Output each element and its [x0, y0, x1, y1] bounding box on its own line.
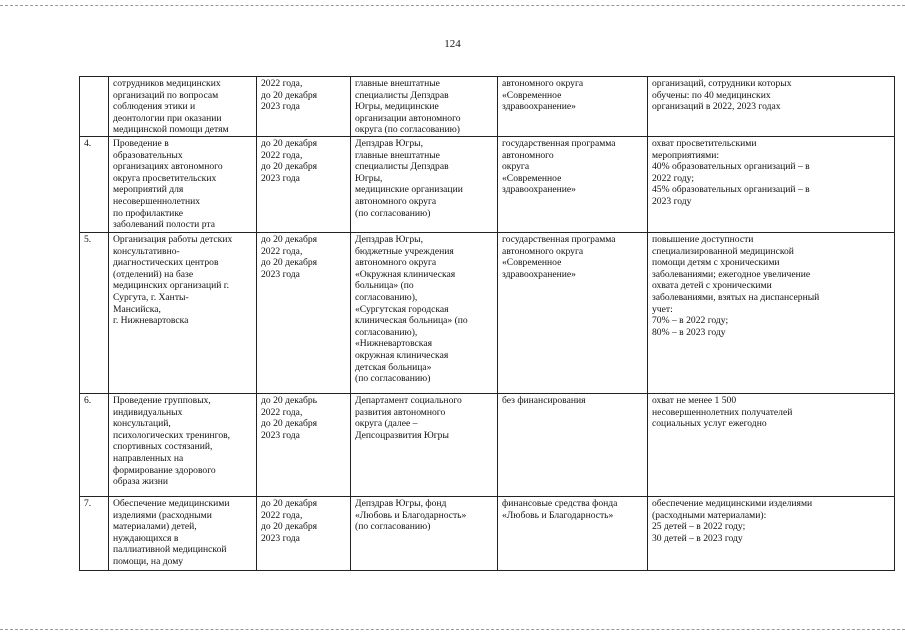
funding-source-cell: государственная программа автономного округа «Современное здравоохранение» [498, 137, 648, 233]
expected-result-cell: организаций, сотрудники которых обучены: по 40 медицинских организаций в 2022, 2023 годах [648, 77, 895, 137]
table-row [80, 137, 895, 233]
activity-cell: сотрудников медицинских организаций по вопросам соблюдения этики и деонтологии при оказании медицинской помощи детям [109, 77, 257, 137]
deadline-cell: до 20 декабря 2022 года, до 20 декабря 2023 года [257, 137, 351, 233]
deadline-cell: до 20 декабря 2022 года, до 20 декабря 2023 года [257, 497, 351, 571]
activity-cell: Обеспечение медицинскими изделиями (расходными материалами) детей, нуждающихся в паллиативной медицинской помощи, на дому [109, 497, 257, 571]
deadline-cell: до 20 декабря 2022 года, до 20 декабря 2023 года [257, 233, 351, 394]
deadline-cell: 2022 года, до 20 декабря 2023 года [257, 77, 351, 137]
table-row [80, 497, 895, 571]
executor-cell: Департамент социального развития автономного округа (далее – Депсоцразвития Югры [351, 394, 498, 497]
executor-cell: Депздрав Югры, главные внештатные специалисты Депздрав Югры, медицинские организации автономного округа (по согласованию) [351, 137, 498, 233]
scan-edge-bottom [0, 629, 905, 630]
expected-result-cell: охват просветительскими мероприятиями: 40% образовательных организаций – в 2022 году; 45% образовательных организаций – в 2023 году [648, 137, 895, 233]
row-number-cell: 6. [80, 394, 109, 497]
activity-cell: Проведение групповых, индивидуальных консультаций, психологических тренингов, спортивных состязаний, направленных на формирование здорового образа жизни [109, 394, 257, 497]
table-row [80, 233, 895, 394]
executor-cell: Депздрав Югры, бюджетные учреждения автономного округа «Окружная клиническая больница» (по согласованию), «Сургутская городская клиническая больница» (по согласованию), «Нижневартовская окружная клиническая детская больница» (по согласованию) [351, 233, 498, 394]
funding-source-cell: без финансирования [498, 394, 648, 497]
page-number: 124 [444, 38, 461, 50]
funding-source-cell: государственная программа автономного округа «Современное здравоохранение» [498, 233, 648, 394]
executor-cell: главные внештатные специалисты Депздрав Югры, медицинские организации автономного округа (по согласованию) [351, 77, 498, 137]
row-number-cell: 4. [80, 137, 109, 233]
measures-table [79, 76, 895, 571]
deadline-cell: до 20 декабрь 2022 года, до 20 декабря 2023 года [257, 394, 351, 497]
table-row [80, 394, 895, 497]
activity-cell: Организация работы детских консультативно- диагностических центров (отделений) на базе медицинских организаций г. Сургута, г. Ханты- Мансийска, г. Нижневартовска [109, 233, 257, 394]
scan-edge-top [0, 5, 905, 6]
row-number-cell [80, 77, 109, 137]
expected-result-cell: повышение доступности специализированной медицинской помощи детям с хроническими заболеваниями; ежегодное увеличение охвата детей с хроническими заболеваниями, взятых на диспансерный учет: 70% – в 2022 году; 80% – в 2023 году [648, 233, 895, 394]
funding-source-cell: финансовые средства фонда «Любовь и Благодарность» [498, 497, 648, 571]
expected-result-cell: обеспечение медицинскими изделиями (расходными материалами): 25 детей – в 2022 году; 30 детей – в 2023 году [648, 497, 895, 571]
expected-result-cell: охват не менее 1 500 несовершеннолетних получателей социальных услуг ежегодно [648, 394, 895, 497]
funding-source-cell: автономного округа «Современное здравоохранение» [498, 77, 648, 137]
row-number-cell: 5. [80, 233, 109, 394]
activity-cell: Проведение в образовательных организациях автономного округа просветительских мероприятий для несовершеннолетних по профилактике заболеваний полости рта [109, 137, 257, 233]
table-row [80, 77, 895, 137]
row-number-cell: 7. [80, 497, 109, 571]
executor-cell: Депздрав Югры, фонд «Любовь и Благодарность» (по согласованию) [351, 497, 498, 571]
